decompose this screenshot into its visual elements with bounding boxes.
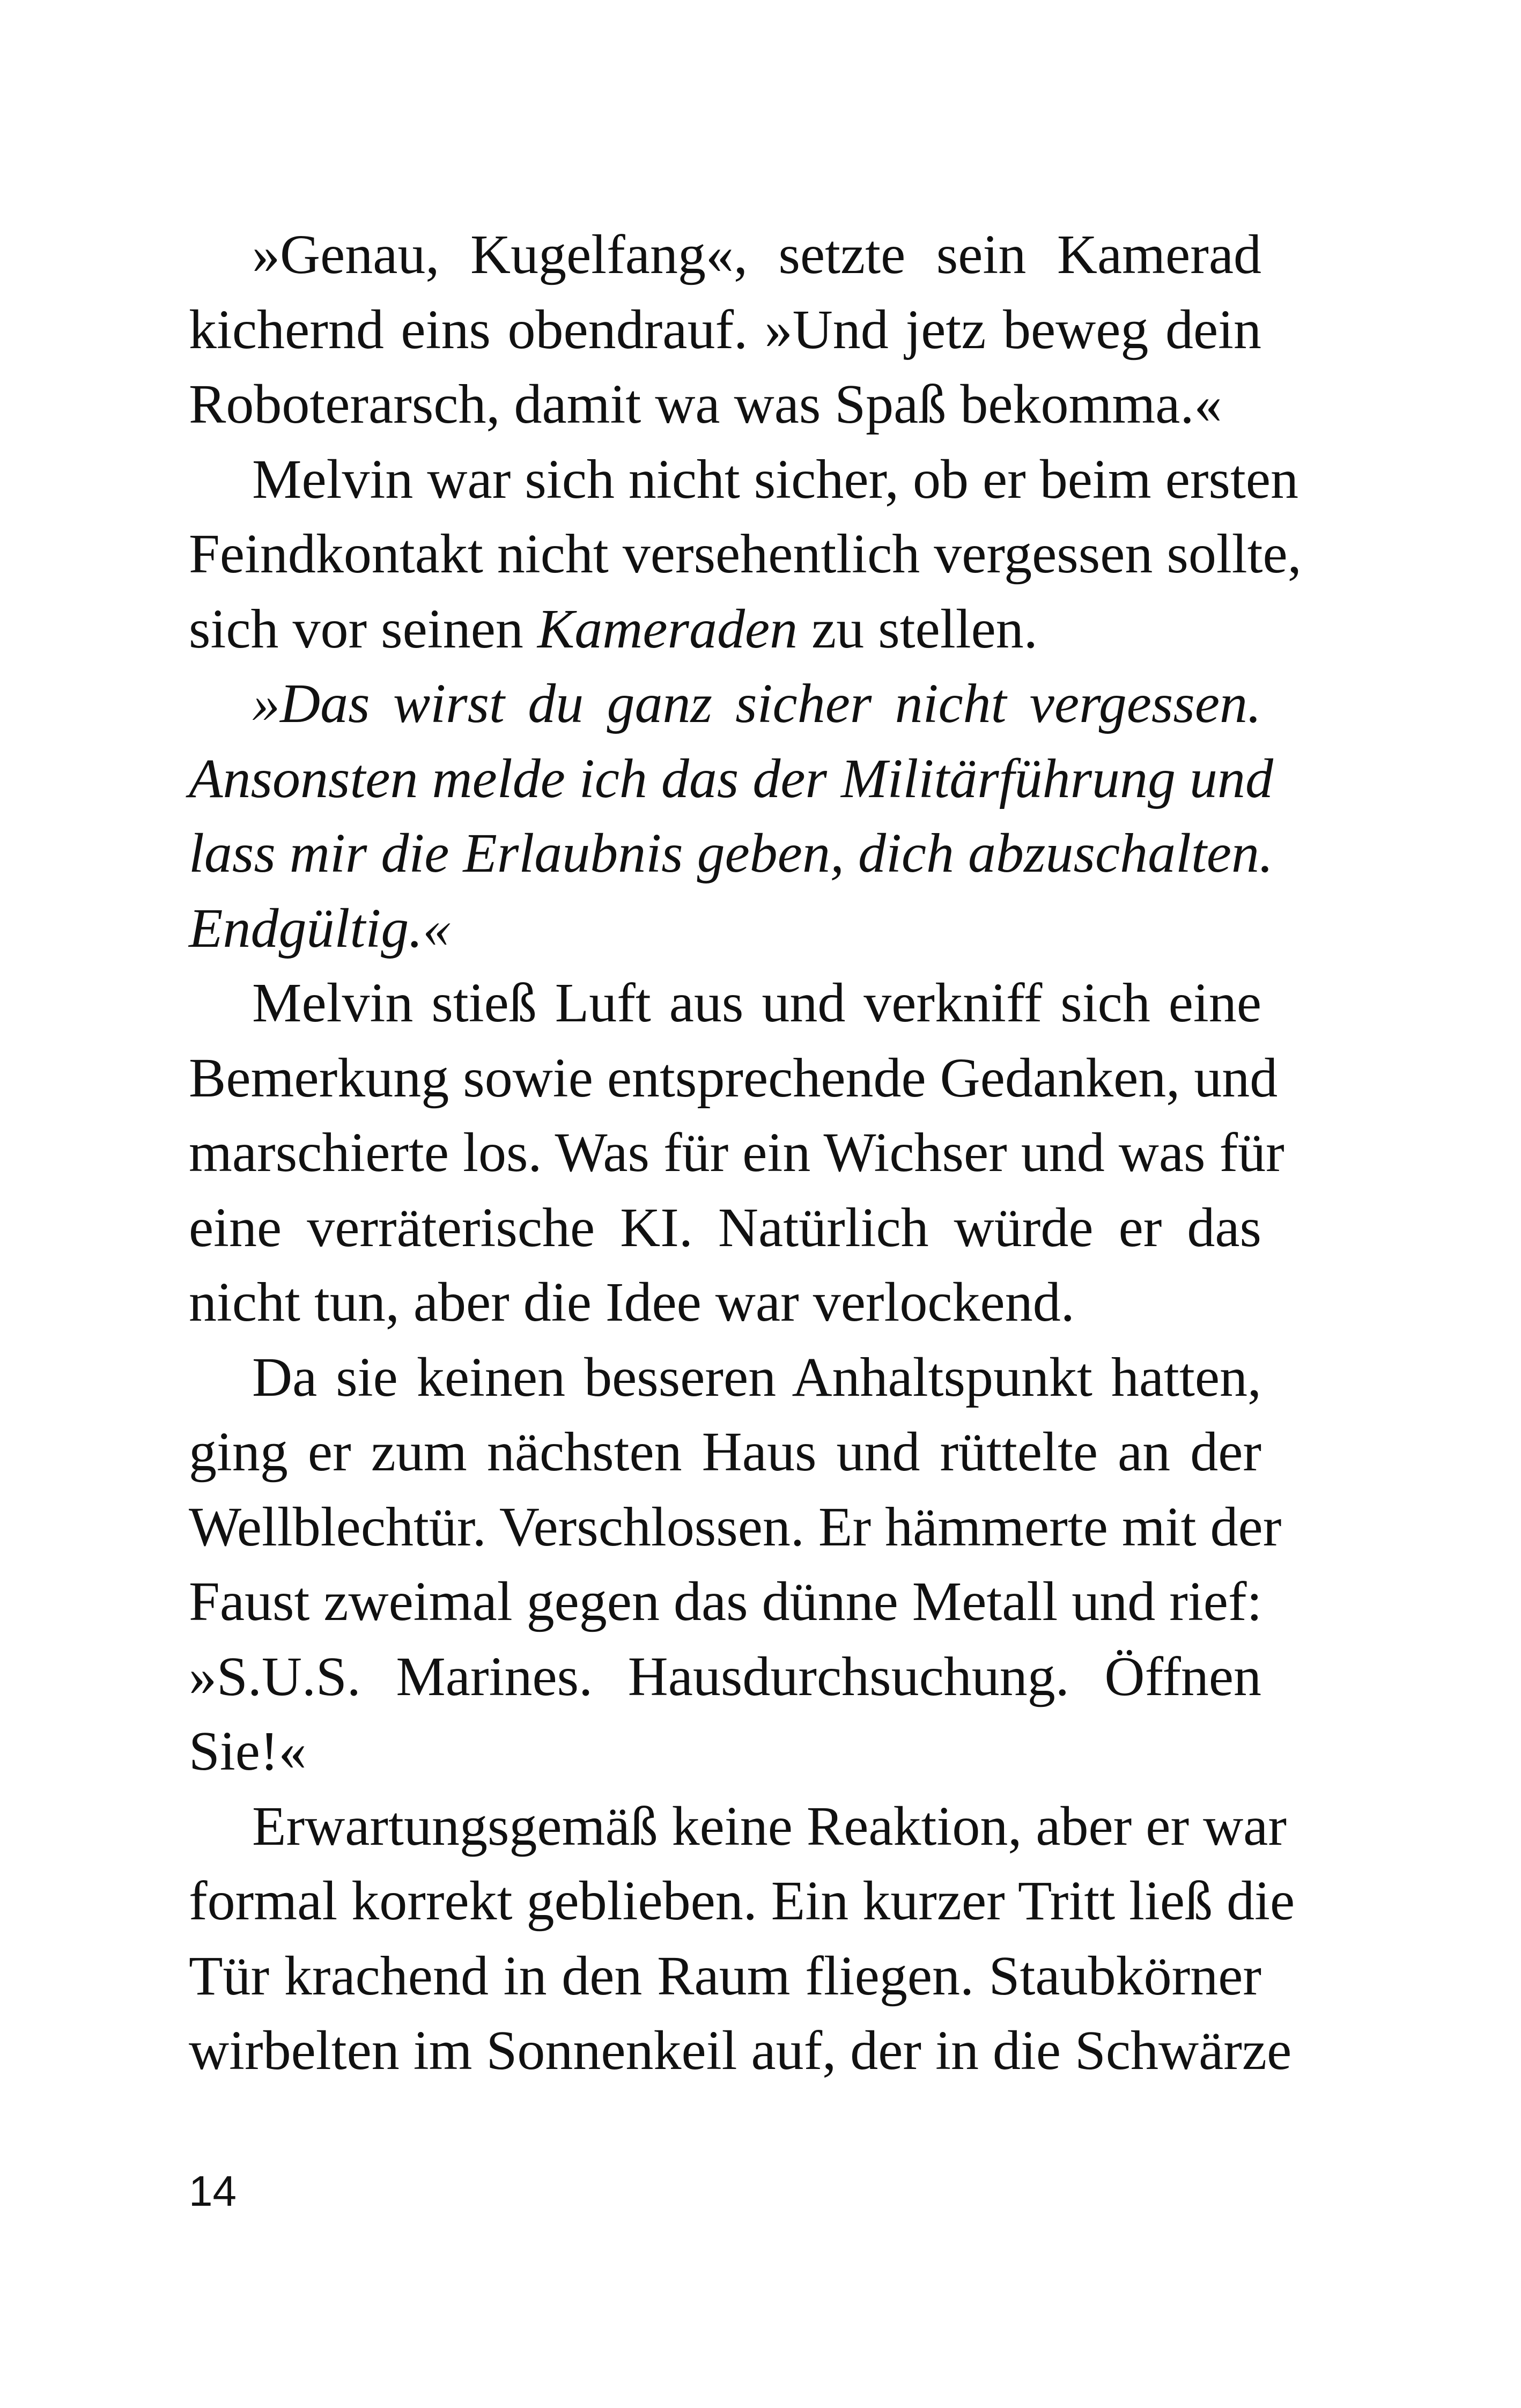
text-line: »Das wirst du ganz sicher nicht vergessen. [252, 673, 1261, 734]
text-line: Feindkontakt nicht versehentlich vergessen sollte, [189, 523, 1302, 585]
text-line: eine verräterische KI. Natürlich würde er das [189, 1196, 1261, 1258]
text-line: Faust zweimal gegen das dünne Metall und rief: [189, 1571, 1262, 1632]
text-line: nicht tun, aber die Idee war verlockend. [189, 1271, 1075, 1333]
text-line: wirbelten im Sonnenkeil auf, der in die Schwärze [189, 2020, 1292, 2081]
page-number: 14 [189, 2167, 237, 2215]
text-line: »S.U.S. Marines. Hausdurchsuchung. Öffnen [189, 1645, 1261, 1707]
text-line: Da sie keinen besseren Anhaltspunkt hatten, [252, 1346, 1261, 1408]
body-text [189, 217, 1302, 2088]
text-line: lass mir die Erlaubnis geben, dich abzuschalten. [189, 822, 1274, 884]
text-line: kichernd eins obendrauf. »Und jetz beweg dein [189, 298, 1261, 360]
text-line: Sie!« [189, 1720, 307, 1782]
text-line: ging er zum nächsten Haus und rüttelte an der [189, 1421, 1261, 1483]
text-segment: zu stellen. [798, 598, 1038, 660]
text-line [189, 592, 1261, 667]
text-line: Roboterarsch, damit wa was Spaß bekomma.« [189, 373, 1222, 435]
emphasized-word: Kameraden [537, 598, 798, 660]
text-line: Erwartungsgemäß keine Reaktion, aber er war [252, 1795, 1287, 1857]
text-line: Melvin war sich nicht sicher, ob er beim ersten [252, 448, 1299, 510]
text-line: »Genau, Kugelfang«, setzte sein Kamerad [252, 224, 1261, 285]
text-line: Wellblechtür. Verschlossen. Er hämmerte mit der [189, 1496, 1282, 1558]
text-line: Ansonsten melde ich das der Militärführung und [189, 747, 1274, 809]
text-segment: sich vor seinen [189, 598, 537, 660]
text-line: formal korrekt geblieben. Ein kurzer Tritt ließ die [189, 1870, 1295, 1932]
text-line: Melvin stieß Luft aus und verkniff sich eine [252, 972, 1261, 1034]
text-line: Tür krachend in den Raum fliegen. Staubkörner [189, 1945, 1261, 2007]
text-line: Endgültig.« [189, 897, 451, 959]
text-line: marschierte los. Was für ein Wichser und was für [189, 1122, 1284, 1183]
text-line: Bemerkung sowie entsprechende Gedanken, und [189, 1047, 1278, 1109]
